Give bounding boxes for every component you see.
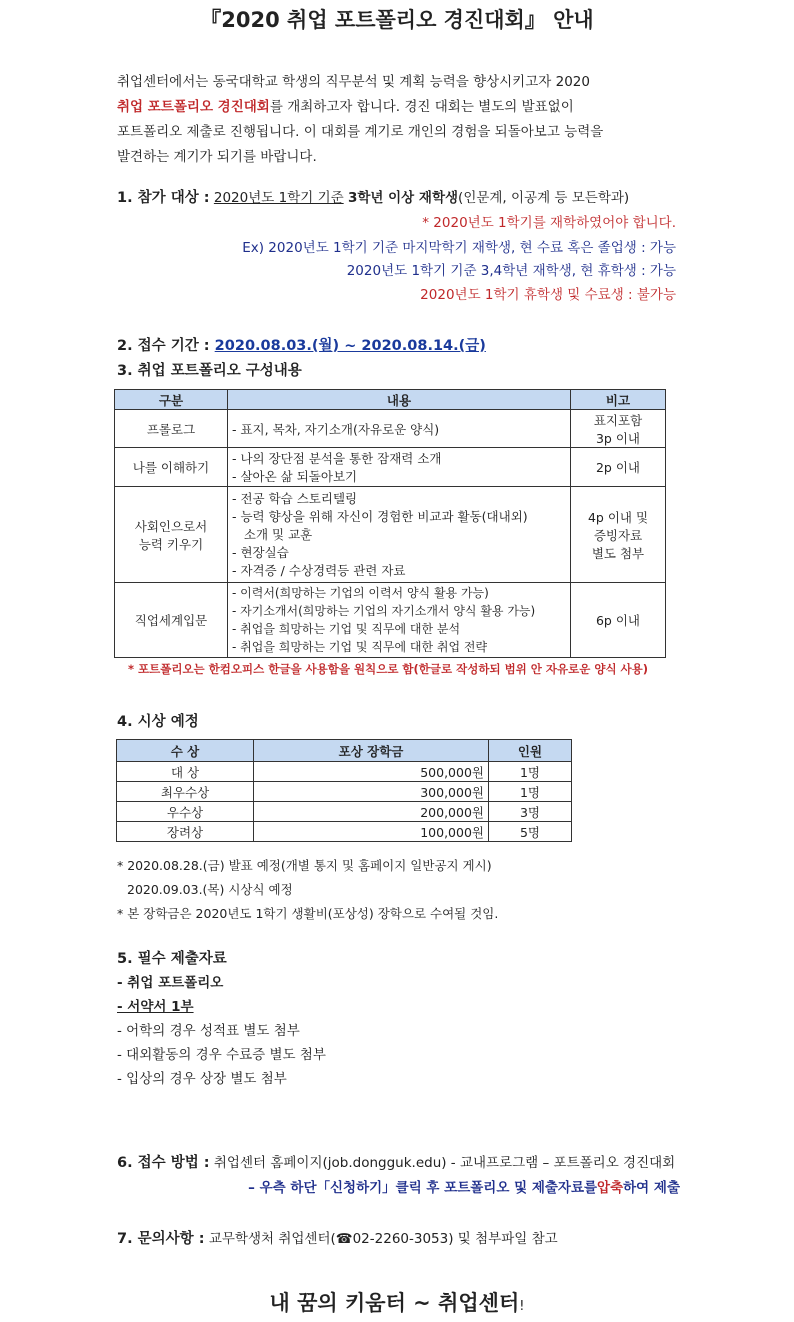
footer-slogan: 내 꿈의 키움터 ~ 취업센터! [269,1291,525,1315]
row-contents: - 전공 학습 스토리텔링 - 능력 향상을 위해 자신이 경험한 비교과 활동(대내외) 소개 및 교훈 - 현장실습 - 자격증 / 수상경력등 관련 자료 [228,487,571,583]
table-row [117,822,572,842]
intro-line-4: 발견하는 계기가 되기를 바랍니다. [117,149,317,165]
row-category: 나를 이해하기 [115,448,228,487]
submission-instruction: – 우측 하단「신청하기」클릭 후 포트폴리오 및 제출자료를압축하여 제출 [248,1180,680,1196]
row-note: 2p 이내 [571,448,666,487]
phone-icon: ☎ [335,1231,353,1247]
col-header-count: 인원 [489,740,572,762]
col-header-contents: 내용 [228,390,571,410]
award-count: 5명 [489,822,572,842]
exclamation-mark: ! [519,1299,525,1314]
intro-line-1: 취업센터에서는 동국대학교 학생의 직무분석 및 계획 능력을 향상시키고자 2020 [117,74,590,90]
section-3-heading: 3. 취업 포트폴리오 구성내용 [117,363,302,379]
table-row [117,782,572,802]
row-category: 사회인으로서 능력 키우기 [115,487,228,583]
row-category: 프롤로그 [115,410,228,448]
eligibility-example-3: 2020년도 1학기 휴학생 및 수료생 : 불가능 [420,287,676,303]
portfolio-contents-table [114,389,666,658]
eligibility-scope: (인문계, 이공계 등 모든학과) [458,190,630,206]
section-2-period [117,334,486,355]
award-prize: 200,000원 [254,802,489,822]
section-6-method [117,1151,675,1176]
row-note: 표지포함 3p 이내 [571,410,666,448]
required-item: - 서약서 1부 [117,999,194,1015]
section-5-required [117,947,326,1091]
page-title: 『2020 취업 포트폴리오 경진대회』 안내 [200,8,594,32]
awards-table [116,739,572,842]
section-5-heading: 5. 필수 제출자료 [117,951,227,967]
section-7-heading: 7. 문의사항 : [117,1231,205,1247]
row-note: 4p 이내 및 증빙자료 별도 첨부 [571,487,666,583]
section-7-contact [117,1227,558,1252]
table-row [115,410,666,448]
col-header-category: 구분 [115,390,228,410]
award-notes [117,854,498,926]
award-prize: 100,000원 [254,822,489,842]
compress-highlight: 압축 [597,1180,624,1196]
award-name: 대 상 [117,762,254,782]
award-prize: 300,000원 [254,782,489,802]
contest-name-highlight: 취업 포트폴리오 경진대회 [117,99,270,115]
section-1-heading: 1. 참가 대상 : [117,190,210,206]
contact-office: 교무학생처 취업센터( [208,1231,336,1247]
eligibility-basis: 2020년도 1학기 기준 [213,190,344,206]
eligibility-example-2: 2020년도 1학기 기준 3,4학년 재학생, 현 휴학생 : 가능 [346,263,676,279]
section-2-heading: 2. 접수 기간 : [117,338,210,354]
scholarship-note: * 본 장학금은 2020년도 1학기 생활비(포상성) 장학으로 수여될 것임. [117,906,499,921]
application-method: 취업센터 홈페이지(job.dongguk.edu) - 교내프로그램 – 포트폴리오 경진대회 [213,1155,676,1171]
eligibility-note: * 2020년도 1학기를 재학하였어야 합니다. [422,215,676,231]
table-row [117,802,572,822]
col-header-prize: 포상 장학금 [254,740,489,762]
eligibility-target: 3학년 이상 재학생 [347,190,459,206]
award-count: 3명 [489,802,572,822]
required-item: - 대외활동의 경우 수료증 별도 첨부 [117,1047,326,1063]
table-row [115,448,666,487]
contact-phone: 02-2260-3053) 및 첨부파일 참고 [352,1231,558,1247]
intro-paragraph [117,70,697,170]
award-name: 장려상 [117,822,254,842]
row-contents: - 이력서(희망하는 기업의 이력서 양식 활용 가능) - 자기소개서(희망하는 기업의 자기소개서 양식 활용 가능) - 취업을 희망하는 기업 및 직무에 대한 분석 - 취업을 희망하는 기업 및 직무에 대한 취업 전략 [228,583,571,658]
row-contents: - 나의 장단점 분석을 통한 잠재력 소개 - 살아온 삶 되돌아보기 [228,448,571,487]
intro-line-3: 포트폴리오 제출로 진행됩니다. 이 대회를 계기로 개인의 경험을 되돌아보고 능력을 [117,124,604,140]
eligibility-example-1: Ex) 2020년도 1학기 기준 마지막학기 재학생, 현 수료 혹은 졸업생 : 가능 [242,240,676,256]
table-row [115,487,666,583]
required-item: - 취업 포트폴리오 [117,975,224,991]
announcement-date: * 2020.08.28.(금) 발표 예정(개별 통지 및 홈페이지 일반공지 게시) [117,858,492,873]
required-item: - 입상의 경우 상장 별도 첨부 [117,1071,287,1087]
table-row [117,762,572,782]
application-period: 2020.08.03.(월) ~ 2020.08.14.(금) [214,338,486,354]
award-name: 최우수상 [117,782,254,802]
table-row [115,583,666,658]
ceremony-date: 2020.09.03.(목) 시상식 예정 [127,882,293,897]
section-1-eligibility [117,186,629,211]
section-4-heading: 4. 시상 예정 [117,714,199,730]
portfolio-format-note: * 포트폴리오는 한컴오피스 한글을 사용함을 원칙으로 함(한글로 작성하되 범위 안 자유로운 양식 사용) [128,662,649,676]
required-item: - 어학의 경우 성적표 별도 첨부 [117,1023,300,1039]
row-category: 직업세계입문 [115,583,228,658]
section-6-heading: 6. 접수 방법 : [117,1155,210,1171]
col-header-note: 비고 [571,390,666,410]
intro-line-2: 취업 포트폴리오 경진대회를 개최하고자 합니다. 경진 대회는 별도의 발표없이 [117,99,574,115]
row-contents: - 표지, 목차, 자기소개(자유로운 양식) [228,410,571,448]
row-note: 6p 이내 [571,583,666,658]
award-count: 1명 [489,762,572,782]
award-prize: 500,000원 [254,762,489,782]
award-name: 우수상 [117,802,254,822]
award-count: 1명 [489,782,572,802]
col-header-award: 수 상 [117,740,254,762]
